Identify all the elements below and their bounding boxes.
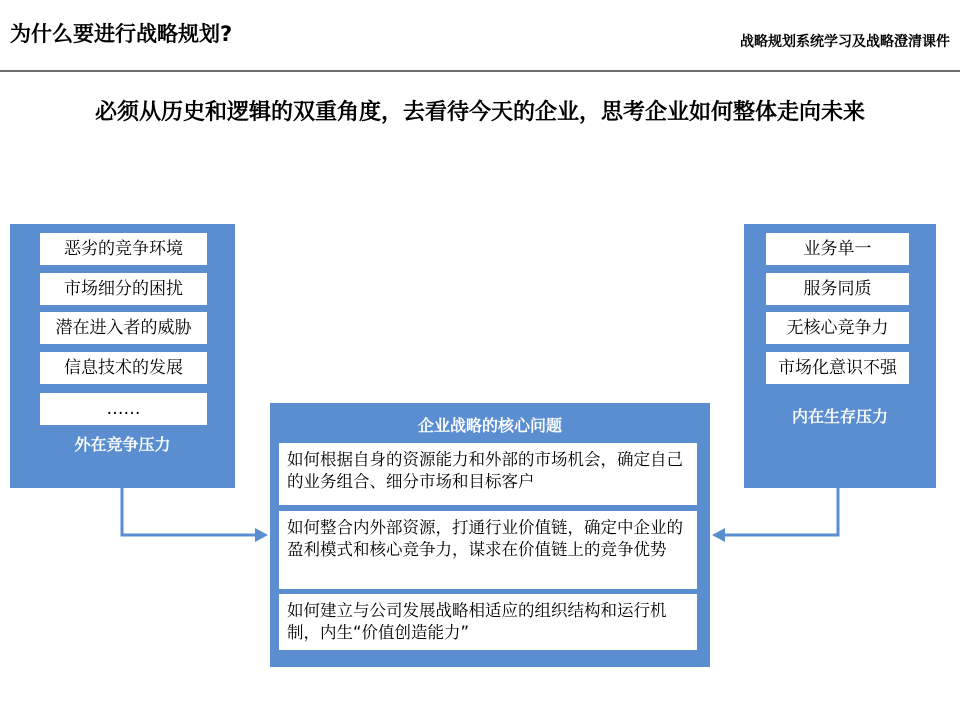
slide-title: 为什么要进行战略规划? <box>10 22 233 46</box>
headline: 必须从历史和逻辑的双重角度，去看待今天的企业，思考企业如何整体走向未来 <box>94 100 865 125</box>
external-pressure-panel <box>10 224 235 488</box>
internal-pressure-item: 服务同质 <box>766 273 909 305</box>
core-issues-label: 企业战略的核心问题 <box>417 416 562 435</box>
external-pressure-item: …… <box>40 393 207 425</box>
header-divider <box>0 70 960 72</box>
right-arrowhead <box>712 528 725 542</box>
core-issue-item: 如何整合内外部资源，打通行业价值链，确定中企业的盈利模式和核心竞争力，谋求在价值链上的竞争优势 <box>279 511 697 589</box>
core-issue-item: 如何建立与公司发展战略相适应的组织结构和运行机制，内生“价值创造能力” <box>279 594 697 650</box>
left-arrowhead <box>255 528 268 542</box>
internal-pressure-label: 内在生存压力 <box>791 407 888 426</box>
core-issue-item: 如何根据自身的资源能力和外部的市场机会，确定自己的业务组合、细分市场和目标客户 <box>279 443 697 505</box>
core-issues-panel <box>270 403 710 667</box>
course-title: 战略规划系统学习及战略澄清课件 <box>740 34 950 50</box>
internal-pressure-item: 市场化意识不强 <box>766 352 909 384</box>
right-connector-arrow <box>722 488 838 535</box>
internal-pressure-item: 业务单一 <box>766 233 909 265</box>
external-pressure-item: 潜在进入者的威胁 <box>40 312 207 344</box>
left-connector-arrow <box>122 488 258 535</box>
external-pressure-item: 市场细分的困扰 <box>40 273 207 305</box>
external-pressure-item: 恶劣的竞争环境 <box>40 233 207 265</box>
external-pressure-item: 信息技术的发展 <box>40 352 207 384</box>
external-pressure-label: 外在竞争压力 <box>74 435 171 454</box>
internal-pressure-item: 无核心竞争力 <box>766 312 909 344</box>
internal-pressure-panel <box>744 224 936 488</box>
